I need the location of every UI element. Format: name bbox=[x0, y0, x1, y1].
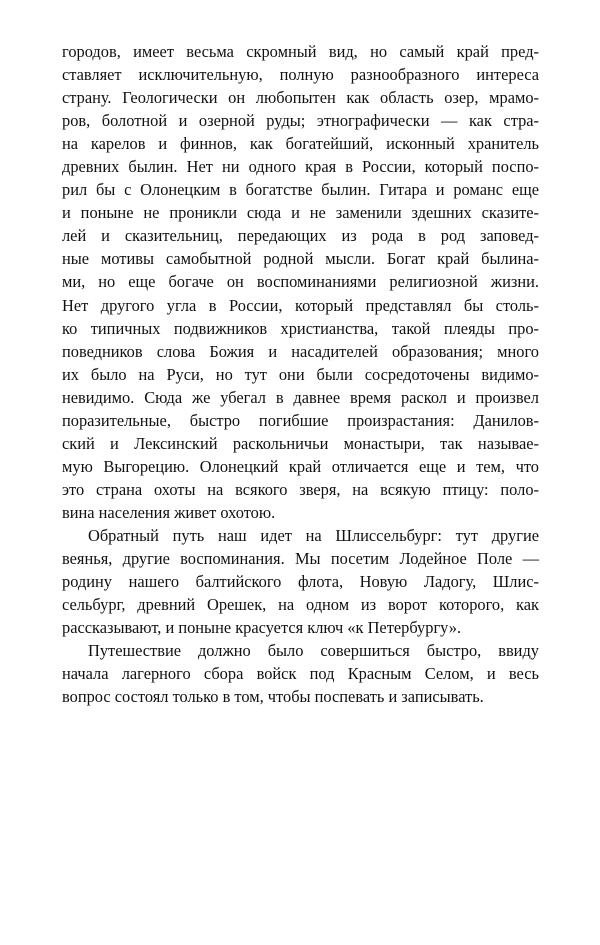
text-line: поразительные, быстро погибшие произрастания: Данилов- bbox=[62, 410, 539, 430]
text-line: невидимо. Сюда же убегал в давнее время раскол и произвел bbox=[62, 387, 539, 407]
text-line: сельбург, древний Орешек, на одном из ворот которого, как bbox=[62, 595, 539, 615]
text-line: городов, имеет весьма скромный вид, но самый край пред- bbox=[62, 42, 539, 61]
text-line: ные мотивы самобытной родной мысли. Богат край былина- bbox=[62, 249, 539, 269]
book-page-text bbox=[62, 40, 539, 708]
text-line: мую Выгорецию. Олонецкий край отличается еще и тем, что bbox=[62, 456, 539, 476]
text-line: древних былин. Нет ни одного края в России, который поспо- bbox=[62, 157, 539, 177]
text-line: Путешествие должно было совершиться быстро, ввиду bbox=[88, 641, 539, 661]
text-line: на карелов и финнов, как богатейший, исконный хранитель bbox=[62, 134, 539, 154]
text-line: ко типичных подвижников христианства, такой плеяды про- bbox=[62, 318, 539, 338]
text-line: ров, болотной и озерной руды; этнографически — как стра- bbox=[62, 111, 539, 131]
text-line: Обратный путь наш идет на Шлиссельбург: тут другие bbox=[88, 525, 539, 545]
text-line: веянья, другие воспоминания. Мы посетим Лодейное Поле — bbox=[62, 549, 539, 569]
text-line: вопрос состоял только в том, чтобы поспевать и записывать. bbox=[62, 687, 484, 707]
paragraph bbox=[62, 639, 539, 708]
text-line: поведников слова Божия и насадителей образования; много bbox=[62, 341, 539, 361]
text-line: их было на Руси, но тут они были сосредоточены видимо- bbox=[62, 364, 539, 384]
text-line: родину нашего балтийского флота, Новую Ладогу, Шлис- bbox=[62, 572, 539, 592]
paragraph bbox=[62, 524, 539, 639]
text-line: лей и сказительниц, передающих из рода в род заповед- bbox=[62, 226, 539, 246]
text-line: ский и Лексинский раскольничьи монастыри, так называе- bbox=[62, 433, 539, 453]
text-line: вина населения живет охотою. bbox=[62, 502, 276, 522]
text-line: страну. Геологически он любопытен как область озер, мрамо- bbox=[62, 88, 539, 108]
text-line: ми, но еще богаче он воспоминаниями религиозной жизни. bbox=[62, 272, 539, 292]
text-line: Нет другого угла в России, который представлял бы столь- bbox=[62, 295, 539, 315]
text-line: начала лагерного сбора войск под Красным Селом, и весь bbox=[62, 664, 539, 684]
text-line: и поныне не проникли сюда и не заменили здешних сказите- bbox=[62, 203, 539, 223]
text-line: рил бы с Олонецким в богатстве былин. Гитара и романс еще bbox=[62, 180, 539, 200]
text-line: рассказывают, и поныне красуется ключ «к Петербургу». bbox=[62, 618, 462, 638]
text-line: ставляет исключительную, полную разнообразного интереса bbox=[62, 65, 539, 85]
paragraph bbox=[62, 40, 539, 524]
text-line: это страна охоты на всякого зверя, на всякую птицу: поло- bbox=[62, 479, 539, 499]
